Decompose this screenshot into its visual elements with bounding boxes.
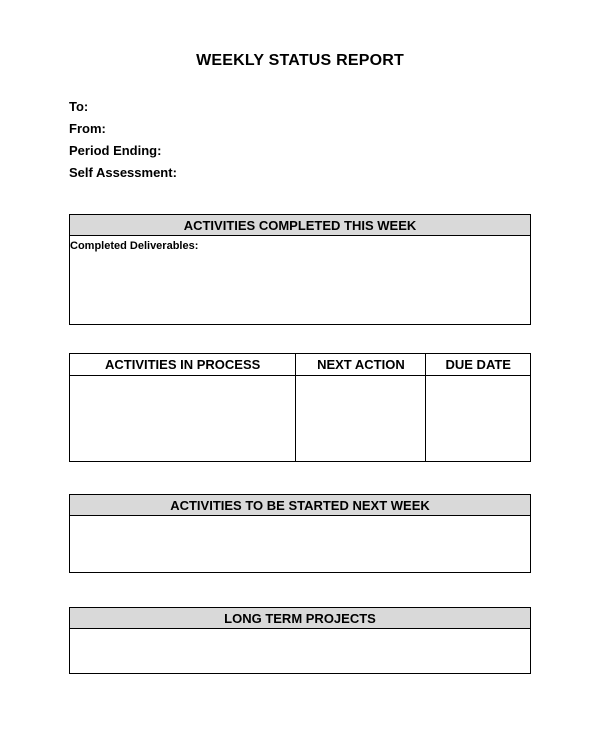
due-date-column-header: DUE DATE [426, 354, 531, 376]
next-action-cell [296, 376, 426, 462]
section-gap [69, 325, 531, 353]
activities-completed-table [69, 214, 531, 325]
activities-next-week-header: ACTIVITIES TO BE STARTED NEXT WEEK [70, 495, 531, 516]
in-process-cell [70, 376, 296, 462]
page-title: WEEKLY STATUS REPORT [196, 52, 404, 69]
activities-next-week-table [69, 494, 531, 573]
activities-next-week-body [70, 516, 531, 573]
activities-completed-body [70, 236, 531, 325]
recipient-fields [69, 96, 531, 184]
activities-completed-header: ACTIVITIES COMPLETED THIS WEEK [70, 215, 531, 236]
field-period-ending-label: Period Ending: [69, 143, 162, 158]
long-term-projects-header: LONG TERM PROJECTS [70, 608, 531, 629]
activities-in-process-table [69, 353, 531, 462]
next-action-column-header: NEXT ACTION [296, 354, 426, 376]
field-self-assessment-label: Self Assessment: [69, 165, 177, 180]
field-to-label: To: [69, 99, 89, 114]
due-date-cell [426, 376, 531, 462]
section-gap [69, 573, 531, 607]
long-term-projects-body [70, 629, 531, 674]
long-term-projects-table [69, 607, 531, 674]
completed-deliverables-label: Completed Deliverables: [70, 240, 199, 252]
field-from-label: From: [69, 121, 106, 136]
section-gap [69, 462, 531, 494]
in-process-column-header: ACTIVITIES IN PROCESS [70, 354, 296, 376]
